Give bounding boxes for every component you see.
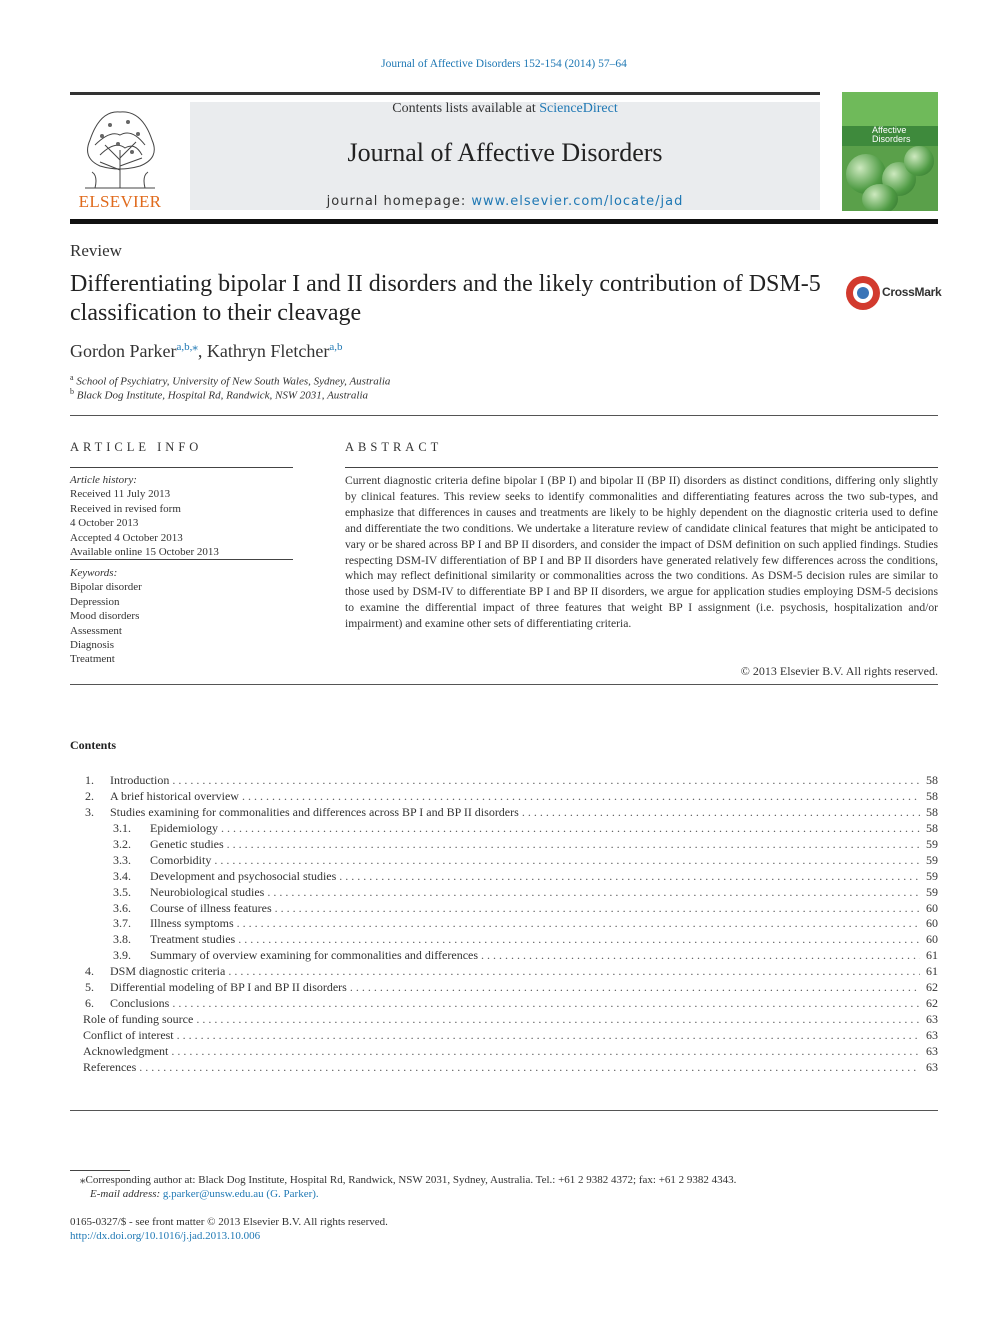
toc-entry-page: 62 bbox=[926, 980, 938, 995]
affiliation bbox=[70, 373, 390, 388]
toc-entry-title[interactable]: DSM diagnostic criteria . . . bbox=[110, 964, 920, 980]
article-title: Differentiating bipolar I and II disorders and the likely contribution of DSM-5 classification to their cleavage bbox=[70, 271, 821, 326]
toc-entry-number: 3.4. bbox=[113, 868, 131, 883]
toc-entry-title[interactable]: Genetic studies . . . bbox=[150, 837, 920, 853]
affiliation-text: Black Dog Institute, Hospital Rd, Randwick, NSW 2031, Australia bbox=[76, 389, 369, 402]
toc-entry-page: 59 bbox=[926, 884, 938, 899]
history-item: Received in revised form bbox=[70, 502, 181, 515]
journal-title: Journal of Affective Disorders bbox=[347, 138, 663, 167]
toc-entry-number: 3.7. bbox=[113, 916, 131, 931]
journal-homepage-link[interactable]: www.elsevier.com/locate/jad bbox=[471, 194, 684, 209]
corresponding-author-note: ⁎Corresponding author at: Black Dog Institute, Hospital Rd, Randwick, NSW 2031, Sydney, Australia. Tel.: +61 2 9382 4372; fax: +61 2 9382 4343. bbox=[80, 1174, 737, 1186]
toc-entry-title[interactable]: Introduction . . . bbox=[110, 773, 920, 789]
toc-entry-page: 63 bbox=[926, 1012, 938, 1027]
divider bbox=[70, 1110, 938, 1111]
toc-entry-number: 6. bbox=[85, 996, 94, 1011]
email-note bbox=[90, 1188, 319, 1200]
toc-entry[interactable] bbox=[70, 916, 938, 932]
abstract-heading: ABSTRACT bbox=[345, 440, 443, 454]
author-affiliation-marks[interactable]: a,b,⁎ bbox=[176, 341, 198, 353]
toc-entry-page: 61 bbox=[926, 948, 938, 963]
toc-entry-number: 5. bbox=[85, 980, 94, 995]
keyword: Bipolar disorder bbox=[70, 581, 142, 594]
keyword: Diagnosis bbox=[70, 639, 114, 652]
email-label: E-mail address: bbox=[90, 1188, 161, 1200]
history-item: Received 11 July 2013 bbox=[70, 488, 171, 501]
toc-entry-page: 59 bbox=[926, 836, 938, 851]
journal-homepage-line bbox=[190, 194, 820, 209]
sciencedirect-link[interactable]: ScienceDirect bbox=[539, 101, 618, 116]
article-section-label: Review bbox=[70, 241, 122, 260]
history-item: Accepted 4 October 2013 bbox=[70, 531, 183, 544]
email-link[interactable]: g.parker@unsw.edu.au (G. Parker). bbox=[162, 1188, 319, 1200]
toc-entry[interactable] bbox=[70, 996, 938, 1012]
elsevier-wordmark: ELSEVIER bbox=[78, 192, 162, 211]
toc-entry[interactable] bbox=[70, 821, 938, 837]
toc-entry[interactable] bbox=[70, 885, 938, 901]
author-separator: , bbox=[197, 341, 207, 361]
toc-entry[interactable] bbox=[70, 837, 938, 853]
article-info-heading: ARTICLE INFO bbox=[70, 440, 203, 454]
affiliation bbox=[70, 387, 368, 402]
history-item: Available online 15 October 2013 bbox=[70, 546, 219, 559]
toc-entry-number: 4. bbox=[85, 964, 94, 979]
divider bbox=[70, 415, 938, 416]
footnote-rule bbox=[70, 1170, 130, 1171]
article-history bbox=[70, 473, 219, 559]
toc-entry-page: 62 bbox=[926, 996, 938, 1011]
cover-title-line1: Affective bbox=[872, 125, 907, 135]
author-list bbox=[70, 340, 342, 362]
toc-entry-number: 2. bbox=[85, 788, 94, 803]
toc-entry[interactable] bbox=[70, 980, 938, 996]
toc-entry-title[interactable]: Illness symptoms . . . bbox=[150, 916, 920, 932]
toc-entry-number: 3.6. bbox=[113, 900, 131, 915]
toc-entry-page: 63 bbox=[926, 1059, 938, 1074]
journal-cover-image[interactable] bbox=[842, 92, 938, 211]
toc-entry-title[interactable]: Studies examining for commonalities and differences across BP I and BP II disorders . . . bbox=[110, 805, 920, 821]
toc-entry-title[interactable]: Comorbidity . . . bbox=[150, 853, 920, 869]
history-label: Article history: bbox=[70, 474, 137, 486]
crossmark-label: CrossMark bbox=[882, 285, 942, 299]
divider bbox=[70, 467, 293, 468]
author-name[interactable]: Kathryn Fletcher bbox=[206, 341, 330, 361]
toc-entry-number: 3.3. bbox=[113, 852, 131, 867]
crossmark-icon-dot bbox=[857, 287, 869, 299]
toc-entry[interactable] bbox=[70, 1012, 938, 1028]
table-of-contents bbox=[70, 773, 938, 1076]
toc-entry-page: 61 bbox=[926, 964, 938, 979]
toc-entry[interactable] bbox=[70, 901, 938, 917]
cover-title bbox=[872, 126, 911, 144]
cover-title-line2: Disorders bbox=[872, 134, 911, 144]
divider bbox=[70, 684, 938, 685]
toc-entry-title[interactable]: Neurobiological studies . . . bbox=[150, 885, 920, 901]
contents-prefix: Contents lists available at bbox=[392, 101, 540, 116]
affiliation-mark: b bbox=[70, 387, 74, 396]
history-item: 4 October 2013 bbox=[70, 517, 139, 530]
keywords bbox=[70, 566, 142, 667]
toc-entry-title[interactable]: Role of funding source . . . bbox=[83, 1012, 920, 1028]
toc-entry[interactable] bbox=[70, 805, 938, 821]
issn-line: 0165-0327/$ - see front matter © 2013 Elsevier B.V. All rights reserved. bbox=[70, 1216, 388, 1228]
toc-entry[interactable] bbox=[70, 932, 938, 948]
toc-entry-title[interactable]: Conclusions . . . bbox=[110, 996, 920, 1012]
doi-link[interactable]: http://dx.doi.org/10.1016/j.jad.2013.10.006 bbox=[70, 1230, 261, 1242]
copyright-notice: © 2013 Elsevier B.V. All rights reserved. bbox=[740, 664, 938, 678]
header-top-rule bbox=[70, 92, 820, 95]
cover-blob bbox=[904, 146, 934, 176]
keywords-label: Keywords: bbox=[70, 567, 118, 579]
toc-entry-title[interactable]: Epidemiology . . . bbox=[150, 821, 920, 837]
cover-top-panel bbox=[842, 92, 938, 126]
toc-entry[interactable] bbox=[70, 948, 938, 964]
cover-blob bbox=[862, 184, 898, 211]
toc-entry-title[interactable]: Conflict of interest . . . bbox=[83, 1028, 920, 1044]
toc-entry-title[interactable]: Development and psychosocial studies . . . bbox=[150, 869, 920, 885]
toc-entry[interactable] bbox=[70, 1044, 938, 1060]
toc-entry-number: 1. bbox=[85, 773, 94, 787]
toc-entry[interactable] bbox=[70, 773, 938, 789]
toc-entry-title[interactable]: References . . . bbox=[83, 1060, 920, 1076]
keyword: Assessment bbox=[70, 624, 122, 637]
toc-entry-title[interactable]: Treatment studies . . . bbox=[150, 932, 920, 948]
toc-entry-title[interactable]: Acknowledgment . . . bbox=[83, 1044, 920, 1060]
toc-entry-page: 58 bbox=[926, 804, 938, 819]
toc-entry-number: 3.2. bbox=[113, 836, 131, 851]
toc-entry-title[interactable]: Summary of overview examining for commonalities and differences . . . bbox=[150, 948, 920, 964]
toc-entry-page: 59 bbox=[926, 852, 938, 867]
toc-entry-page: 60 bbox=[926, 916, 938, 931]
toc-entry-title[interactable]: Course of illness features . . . bbox=[150, 901, 920, 917]
divider bbox=[345, 467, 938, 468]
toc-entry-page: 63 bbox=[926, 1043, 938, 1058]
homepage-prefix: journal homepage: bbox=[326, 194, 472, 209]
toc-entry-page: 59 bbox=[926, 868, 938, 883]
contents-heading: Contents bbox=[70, 738, 117, 752]
author-affiliation-marks[interactable]: a,b bbox=[329, 341, 343, 353]
toc-entry-number: 3.1. bbox=[113, 820, 131, 835]
toc-entry-title[interactable]: A brief historical overview . . . bbox=[110, 789, 920, 805]
toc-entry[interactable] bbox=[70, 789, 938, 805]
contents-available-line bbox=[190, 101, 820, 117]
toc-entry-number: 3.9. bbox=[113, 948, 131, 963]
toc-entry-page: 58 bbox=[926, 820, 938, 835]
toc-entry[interactable] bbox=[70, 1060, 938, 1076]
toc-entry-page: 58 bbox=[926, 773, 938, 787]
toc-entry[interactable] bbox=[70, 869, 938, 885]
crossmark-button[interactable] bbox=[846, 276, 946, 310]
toc-entry[interactable] bbox=[70, 964, 938, 980]
toc-entry-title[interactable]: Differential modeling of BP I and BP II disorders . . . bbox=[110, 980, 920, 996]
toc-entry-number: 3.8. bbox=[113, 932, 131, 947]
toc-entry[interactable] bbox=[70, 853, 938, 869]
toc-entry[interactable] bbox=[70, 1028, 938, 1044]
toc-entry-page: 60 bbox=[926, 932, 938, 947]
affiliation-text: School of Psychiatry, University of New South Wales, Sydney, Australia bbox=[76, 375, 391, 388]
toc-entry-page: 63 bbox=[926, 1028, 938, 1042]
keyword: Depression bbox=[70, 595, 120, 608]
toc-entry-number: 3. bbox=[85, 804, 94, 819]
keyword: Mood disorders bbox=[70, 610, 140, 623]
author-name[interactable]: Gordon Parker bbox=[70, 341, 177, 361]
divider bbox=[70, 559, 293, 560]
affiliation-mark: a bbox=[70, 373, 74, 382]
toc-entry-page: 58 bbox=[926, 788, 938, 803]
abstract-body: Current diagnostic criteria define bipolar I (BP I) and bipolar II (BP II) disorders as distinct conditions, differing only slightly by clinical features. This review seeks to identify commonalities and differentiating features across the two sub-types, and emphasize that differences in causes and treatments are likely to be highly dependent on the diagnostic criteria used to define and differentiate the two conditions. We undertake a literature review of candidate clinical features that might be anticipated to vary or be shared across BP I and BP II disorders, and consider the impact of DSM definition on such applied findings. Studies respecting DSM-IV differentiation of BP I and BP II disorders have generated relatively few differences across the conditions, which may reflect definitional similarity or commonalities across the two conditions. As DSM-5 decision rules are similar to those used by DSM-IV to differentiate BP I and BP II disorders, we argue for application studies employing DSM-5 decisions to examine the differential impact of three features that weight BP I assignment (i.e. psychosis, hospitalization and/or impairment) and examine other sets of differentiating criteria. bbox=[345, 474, 938, 631]
toc-entry-page: 60 bbox=[926, 900, 938, 915]
toc-entry-number: 3.5. bbox=[113, 884, 131, 899]
header-thick-rule bbox=[70, 219, 938, 224]
journal-citation-link[interactable]: Journal of Affective Disorders 152-154 (2014) 57–64 bbox=[381, 58, 627, 70]
keyword: Treatment bbox=[70, 653, 115, 666]
